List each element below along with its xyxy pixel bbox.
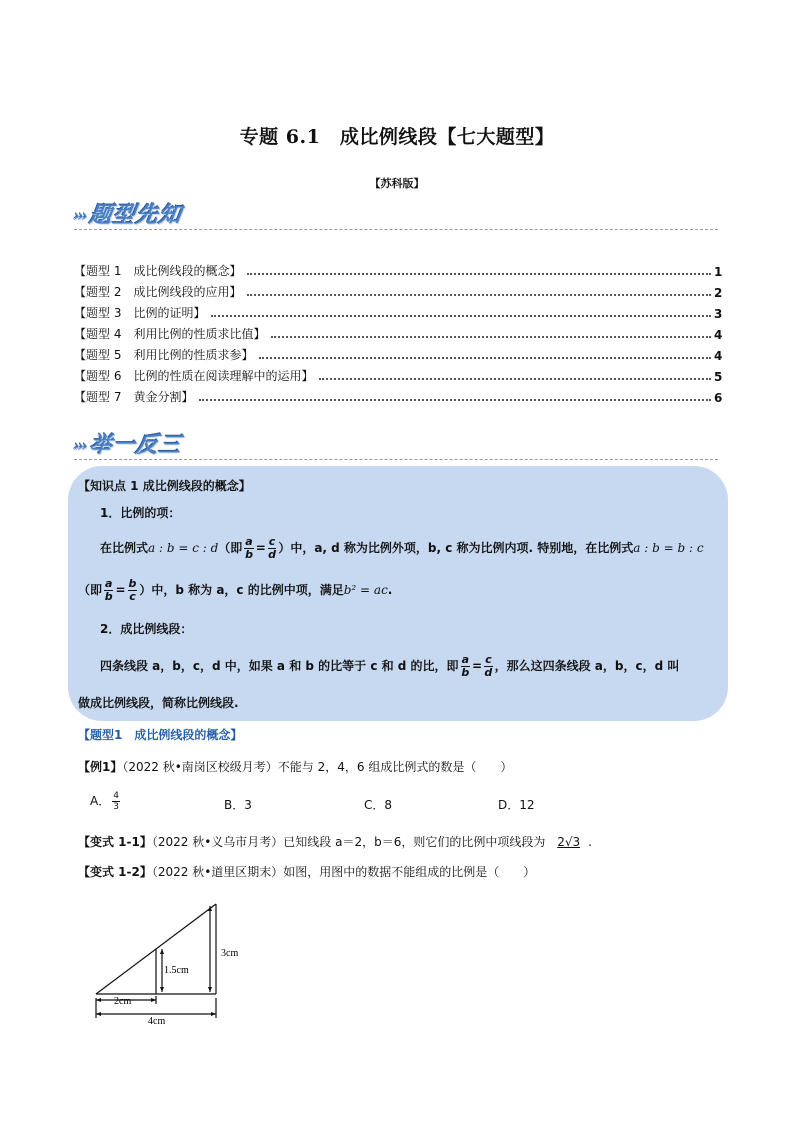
toc-leader [271,336,711,338]
toc-item-label: 【题型 5 利用比例的性质求参】 [74,348,254,362]
fraction-a-b: $\frac{a}{b}$ [104,577,113,603]
toc-item-label: 【题型 4 利用比例的性质求比值】 [74,327,266,341]
knowledge-line1: 在比例式a : b = c : d（即 $\frac{a}{b}$ = $\frac{c}{d}$ ）中，a, d 称为比例外项，b, c 称为比例内项. 特别地，在比例式a : b = b : c [100,535,704,561]
banner-examples [72,428,184,459]
toc-page-number: 2 [714,286,723,300]
fraction-a-b: $\frac{a}{b}$ [245,535,253,561]
fraction-4-3: $\frac{4}{3}$ [113,791,119,812]
option-b: B．3 [224,798,252,812]
edition-label: 【苏科版】 [369,177,425,190]
arrows-icon: ››› [72,207,87,225]
option-a: A． $\frac{4}{3}$ [90,791,119,812]
label-4cm: 4cm [148,1016,166,1026]
fraction-c-d: $\frac{c}{d}$ [268,535,276,561]
divider [74,229,718,230]
toc-item[interactable] [74,321,722,342]
knowledge-line3: 四条线段 a，b，c，d 中，如果 a 和 b 的比等于 c 和 d 的比，即 $\frac{a}{b}$ = $\frac{c}{d}$ ，那么这四条线段 a，b，c，d 叫 [100,653,680,679]
toc-leader [259,357,711,359]
triangle-figure [88,896,258,1026]
toc-item[interactable] [74,258,722,279]
example-1: 【例1】（2022 秋•南岗区校级月考）不能与 2，4，6 组成比例式的数是（ ） [78,760,513,774]
toc-page-number: 5 [714,370,723,384]
toc-page-number: 4 [714,349,723,363]
arrows-icon: ››› [72,437,87,455]
toc-leader [247,273,711,275]
knowledge-heading: 【知识点 1 成比例线段的概念】 [78,479,251,493]
toc-leader [319,378,711,380]
toc-page-number: 1 [714,265,723,279]
fraction-a-b: $\frac{a}{b}$ [461,653,470,679]
table-of-contents [74,258,722,405]
toc-page-number: 6 [714,391,723,405]
answer-blank: 2√3 [557,835,581,849]
toc-item-label: 【题型 7 黄金分割】 [74,390,194,404]
banner-toc-text: 题型先知 [87,202,184,228]
toc-leader [211,315,711,317]
toc-page-number: 4 [714,328,723,342]
toc-item[interactable] [74,384,722,405]
knowledge-sub1: 1．比例的项： [100,506,181,520]
toc-item-label: 【题型 6 比例的性质在阅读理解中的运用】 [74,369,314,383]
knowledge-sub2: 2．成比例线段： [100,622,193,636]
variant-1-2: 【变式 1-2】（2022 秋•道里区期末）如图，用图中的数据不能组成的比例是（ ） [78,865,536,879]
toc-item[interactable] [74,342,722,363]
toc-item[interactable] [74,279,722,300]
option-d: D．12 [498,798,535,812]
label-3cm: 3cm [221,948,239,959]
banner-examples-text: 举一反三 [87,432,184,458]
knowledge-line2: （即 $\frac{a}{b}$ = $\frac{b}{c}$ ）中，b 称为 a，c 的比例中项，满足b² = ac. [78,577,393,603]
toc-item-label: 【题型 1 成比例线段的概念】 [74,264,242,278]
label-2cm: 2cm [114,996,132,1007]
label-1-5cm: 1.5cm [164,965,189,976]
toc-item[interactable] [74,300,722,321]
divider [74,459,718,460]
toc-item[interactable] [74,363,722,384]
toc-leader [247,294,711,296]
fraction-b-c: $\frac{b}{c}$ [128,577,137,603]
toc-item-label: 【题型 3 比例的证明】 [74,306,206,320]
page-title: 专题 6.1 成比例线段【七大题型】 [239,126,555,148]
knowledge-line4: 做成比例线段，简称比例线段. [78,696,239,710]
toc-item-label: 【题型 2 成比例线段的应用】 [74,285,242,299]
fraction-c-d: $\frac{c}{d}$ [484,653,493,679]
toc-leader [199,399,711,401]
variant-1-1: 【变式 1-1】（2022 秋•义乌市月考）已知线段 a＝2，b＝6，则它们的比例中项线段为 2√3 . [78,835,592,849]
section-heading: 【题型1 成比例线段的概念】 [78,728,243,742]
banner-toc [72,198,184,229]
option-c: C．8 [364,798,393,812]
toc-page-number: 3 [714,307,723,321]
